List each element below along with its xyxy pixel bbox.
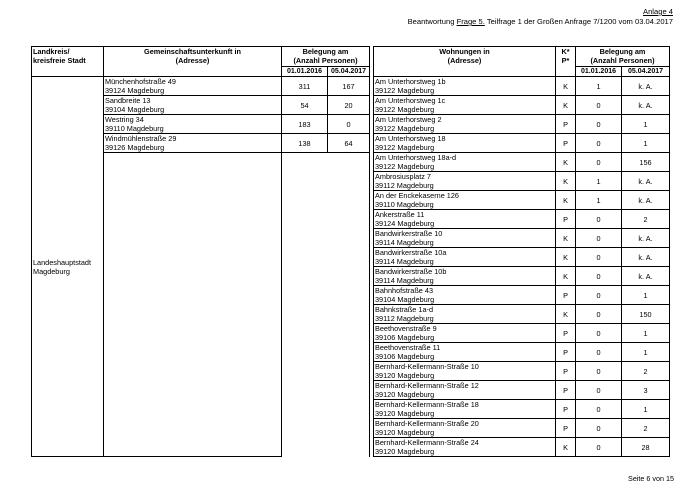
apartment-occupancy-2016: 0 <box>576 286 622 305</box>
gu-address: Westring 34 39110 Magdeburg <box>104 115 282 134</box>
kp-value: P <box>556 400 576 419</box>
empty-gu-cell <box>104 153 282 457</box>
apartment-address: Am Unterhorstweg 1b 39122 Magdeburg <box>374 77 556 96</box>
kp-value: P <box>556 381 576 400</box>
kp-value: K <box>556 248 576 267</box>
gu-header: Gemeinschaftsunterkunft in (Adresse) <box>104 47 282 77</box>
page-number: Seite 6 von 15 <box>628 474 674 483</box>
kp-value: K <box>556 191 576 210</box>
answer-prefix: Beantwortung <box>407 17 455 26</box>
apartment-occupancy-2017: 156 <box>622 153 670 172</box>
apartment-address: Beethovenstraße 11 39106 Magdeburg <box>374 343 556 362</box>
gu-address: Münchenhofstraße 49 39124 Magdeburg <box>104 77 282 96</box>
kp-value: P <box>556 134 576 153</box>
apartment-address: Am Unterhorstweg 2 39122 Magdeburg <box>374 115 556 134</box>
apartment-occupancy-2017: 2 <box>622 419 670 438</box>
apartment-occupancy-2017: k. A. <box>622 172 670 191</box>
apartment-address: Beethovenstraße 9 39106 Magdeburg <box>374 324 556 343</box>
kp-value: K <box>556 172 576 191</box>
kp-value: P <box>556 362 576 381</box>
apartment-occupancy-2016: 0 <box>576 115 622 134</box>
apartment-address: Bahnhofstraße 43 39104 Magdeburg <box>374 286 556 305</box>
gu-occupancy-2016: 311 <box>282 77 328 96</box>
table-row <box>32 115 670 134</box>
anlage-label: Anlage 4 <box>643 7 673 16</box>
apartment-address: An der Enckekaserne 126 39110 Magdeburg <box>374 191 556 210</box>
apartment-occupancy-2017: k. A. <box>622 191 670 210</box>
table-row <box>32 96 670 115</box>
empty-occupancy-cell <box>282 153 370 457</box>
answer-suffix: Teilfrage 1 der Großen Anfrage 7/1200 vom 03.04.2017 <box>486 17 673 26</box>
belegung-header-left: Belegung am (Anzahl Personen) <box>282 47 370 67</box>
apartment-address: Bahnkstraße 1a-d 39112 Magdeburg <box>374 305 556 324</box>
kp-value: P <box>556 343 576 362</box>
header-row <box>32 47 670 67</box>
apartment-address: Bernhard-Kellermann-Straße 18 39120 Magdeburg <box>374 400 556 419</box>
occupancy-table <box>31 46 670 457</box>
kp-value: K <box>556 96 576 115</box>
question-link[interactable]: Frage 5. <box>456 17 485 26</box>
gu-occupancy-2017: 20 <box>328 96 370 115</box>
gu-occupancy-2016: 54 <box>282 96 328 115</box>
kp-value: K <box>556 305 576 324</box>
apartment-occupancy-2017: 28 <box>622 438 670 457</box>
apartment-occupancy-2016: 0 <box>576 153 622 172</box>
apartment-occupancy-2017: k. A. <box>622 229 670 248</box>
date-header: 01.01.2016 <box>576 67 622 77</box>
apartment-occupancy-2017: 3 <box>622 381 670 400</box>
apartment-address: Am Unterhorstweg 18 39122 Magdeburg <box>374 134 556 153</box>
apartment-occupancy-2017: 1 <box>622 286 670 305</box>
apartment-occupancy-2016: 1 <box>576 172 622 191</box>
kp-value: K <box>556 267 576 286</box>
apartment-address: Bandwirkerstraße 10a 39114 Magdeburg <box>374 248 556 267</box>
apartment-occupancy-2017: 1 <box>622 134 670 153</box>
apartment-address: Ambrosiusplatz 7 39112 Magdeburg <box>374 172 556 191</box>
city-cell: Landeshauptstadt Magdeburg <box>32 77 104 457</box>
apartment-occupancy-2017: 2 <box>622 362 670 381</box>
gu-occupancy-2017: 167 <box>328 77 370 96</box>
apartment-occupancy-2016: 0 <box>576 400 622 419</box>
apartment-occupancy-2017: k. A. <box>622 77 670 96</box>
apartment-address: Bernhard-Kellermann-Straße 24 39120 Magdeburg <box>374 438 556 457</box>
apartment-occupancy-2016: 0 <box>576 381 622 400</box>
apartment-occupancy-2017: 1 <box>622 400 670 419</box>
apartment-occupancy-2017: 1 <box>622 324 670 343</box>
apartment-address: Bernhard-Kellermann-Straße 10 39120 Magdeburg <box>374 362 556 381</box>
apartment-occupancy-2016: 0 <box>576 248 622 267</box>
date-header: 05.04.2017 <box>622 67 670 77</box>
apartment-occupancy-2016: 0 <box>576 267 622 286</box>
kp-value: K <box>556 229 576 248</box>
apartment-occupancy-2016: 0 <box>576 210 622 229</box>
table-row <box>32 153 670 172</box>
gu-occupancy-2017: 64 <box>328 134 370 153</box>
wohnungen-header: Wohnungen in (Adresse) <box>374 47 556 77</box>
table-row <box>32 77 670 96</box>
landkreis-header: Landkreis/ kreisfreie Stadt <box>32 47 104 77</box>
gu-occupancy-2016: 183 <box>282 115 328 134</box>
document-subtitle <box>408 17 673 26</box>
apartment-occupancy-2016: 1 <box>576 77 622 96</box>
apartment-occupancy-2017: 2 <box>622 210 670 229</box>
apartment-address: Am Unterhorstweg 18a-d 39122 Magdeburg <box>374 153 556 172</box>
apartment-occupancy-2016: 0 <box>576 362 622 381</box>
gu-occupancy-2017: 0 <box>328 115 370 134</box>
apartment-occupancy-2016: 0 <box>576 134 622 153</box>
apartment-address: Bernhard-Kellermann-Straße 20 39120 Magdeburg <box>374 419 556 438</box>
apartment-occupancy-2016: 0 <box>576 324 622 343</box>
table-row <box>32 134 670 153</box>
date-header: 05.04.2017 <box>328 67 370 77</box>
apartment-occupancy-2017: 1 <box>622 115 670 134</box>
kp-value: K <box>556 77 576 96</box>
gu-address: Sandbreite 13 39104 Magdeburg <box>104 96 282 115</box>
apartment-address: Bernhard-Kellermann-Straße 12 39120 Magdeburg <box>374 381 556 400</box>
apartment-address: Am Unterhorstweg 1c 39122 Magdeburg <box>374 96 556 115</box>
apartment-occupancy-2016: 0 <box>576 229 622 248</box>
apartment-occupancy-2016: 0 <box>576 343 622 362</box>
apartment-occupancy-2016: 0 <box>576 438 622 457</box>
date-header: 01.01.2016 <box>282 67 328 77</box>
apartment-occupancy-2016: 0 <box>576 305 622 324</box>
kp-header: K* P* <box>556 47 576 77</box>
kp-value: P <box>556 419 576 438</box>
belegung-header-right: Belegung am (Anzahl Personen) <box>576 47 670 67</box>
apartment-occupancy-2017: k. A. <box>622 248 670 267</box>
apartment-occupancy-2016: 0 <box>576 419 622 438</box>
apartment-occupancy-2017: 150 <box>622 305 670 324</box>
apartment-occupancy-2016: 0 <box>576 96 622 115</box>
kp-value: K <box>556 438 576 457</box>
apartment-address: Bandwirkerstraße 10b 39114 Magdeburg <box>374 267 556 286</box>
apartment-occupancy-2016: 1 <box>576 191 622 210</box>
apartment-occupancy-2017: k. A. <box>622 96 670 115</box>
gu-occupancy-2016: 138 <box>282 134 328 153</box>
kp-value: P <box>556 210 576 229</box>
apartment-occupancy-2017: k. A. <box>622 267 670 286</box>
apartment-address: Bandwirkerstraße 10 39114 Magdeburg <box>374 229 556 248</box>
apartment-occupancy-2017: 1 <box>622 343 670 362</box>
kp-value: P <box>556 115 576 134</box>
kp-value: P <box>556 286 576 305</box>
kp-value: P <box>556 324 576 343</box>
gu-address: Windmühlenstraße 29 39126 Magdeburg <box>104 134 282 153</box>
kp-value: K <box>556 153 576 172</box>
apartment-address: Ankerstraße 11 39124 Magdeburg <box>374 210 556 229</box>
